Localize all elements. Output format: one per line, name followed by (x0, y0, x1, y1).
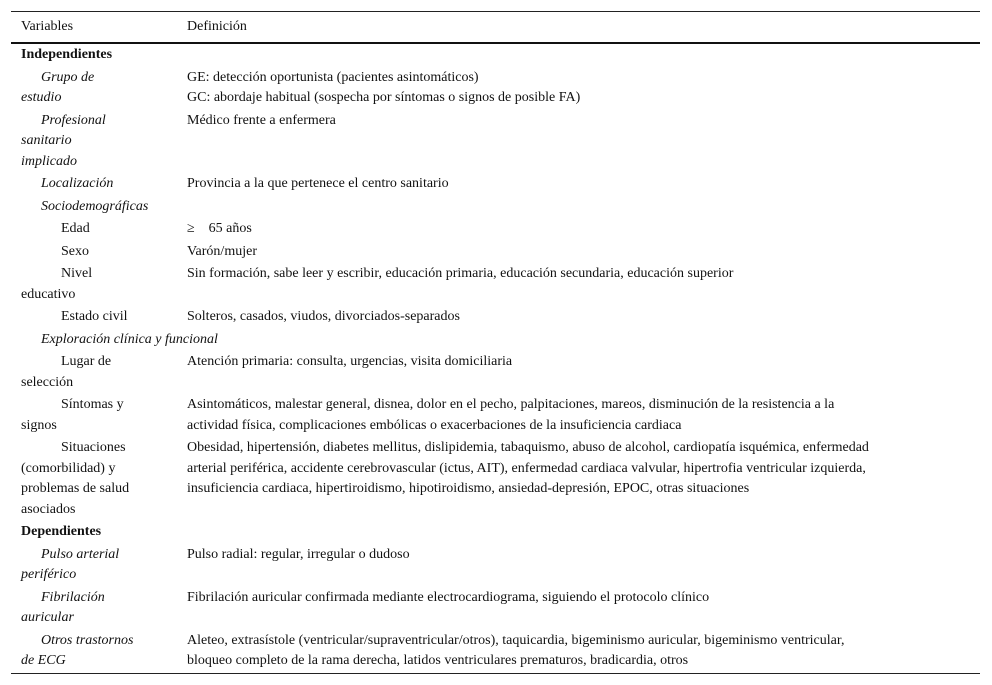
definition-text: Sin formación, sabe leer y escribir, educación primaria, educación secundaria, educación superior (187, 266, 734, 281)
header-variables: Variables (21, 19, 74, 34)
variable-text: asociados (21, 501, 76, 517)
variable-text: Sexo (61, 243, 89, 259)
definition-text: Obesidad, hipertensión, diabetes mellitus, dislipidemia, tabaquismo, abuso de alcohol, cardiopatía isquémica, enfermedad (187, 440, 869, 455)
variable-cell (11, 197, 148, 218)
variable-text: Lugar de (61, 354, 112, 369)
table-header (11, 12, 980, 44)
table-row (11, 263, 980, 306)
definition-text: Asintomáticos, malestar general, disnea, dolor en el pecho, palpitaciones, mareos, disminución de la resistencia a la (187, 397, 835, 412)
variable-text: Edad (61, 221, 90, 236)
variable-cell (11, 631, 187, 672)
variable-text: Otros trastornos (41, 632, 134, 648)
variable-text: de ECG (21, 653, 66, 668)
variable-text: Situaciones (61, 440, 126, 455)
variable-cell (11, 395, 187, 436)
variable-text: auricular (21, 610, 74, 625)
definition-cell (187, 588, 980, 629)
definition-cell (187, 545, 980, 586)
definition-text: ≥ 65 años (187, 221, 252, 236)
variable-text: Dependientes (21, 524, 102, 539)
table-row (11, 630, 980, 673)
variable-text: Estado civil (61, 309, 128, 324)
variable-text: Exploración clínica y funcional (41, 331, 218, 347)
variable-text: signos (21, 417, 57, 433)
definition-text: Aleteo, extrasístole (ventricular/supraventricular/otros), taquicardia, bigeminismo auricular, bigeminismo ventricular, (187, 632, 845, 648)
variable-cell (11, 242, 187, 263)
subgroup-row (11, 329, 980, 352)
variable-cell (11, 545, 187, 586)
table-row (11, 587, 980, 630)
definition-cell (187, 219, 980, 240)
table-row (11, 437, 980, 521)
definition-text: Solteros, casados, viudos, divorciados-separados (187, 309, 460, 324)
variable-cell (11, 68, 187, 109)
variable-cell (11, 307, 187, 328)
definition-cell (187, 395, 980, 436)
category-row (11, 44, 980, 67)
variable-text: (comorbilidad) y (21, 460, 116, 476)
definition-text: Varón/mujer (187, 243, 257, 259)
definition-text: Fibrilación auricular confirmada mediante electrocardiograma, siguiendo el protocolo clínico (187, 589, 710, 605)
variable-text: Síntomas y (61, 397, 124, 412)
definition-cell (187, 242, 980, 263)
definition-text: GE: detección oportunista (pacientes asintomáticos) (187, 69, 479, 85)
table-row (11, 173, 980, 196)
variable-cell (11, 264, 187, 305)
variable-cell (11, 174, 187, 195)
table-row (11, 218, 980, 241)
definition-cell (187, 522, 980, 543)
definition-text: insuficiencia cardiaca, hipertiroidismo, hipotiroidismo, ansiedad-depresión, EPOC, otras situaciones (187, 481, 750, 496)
variable-text: selección (21, 374, 74, 390)
definition-text: arterial periférica, accidente cerebrovascular (ictus, AIT), enfermedad cardiaca valvular, hipertrofia ventricular izquierda, (187, 460, 866, 476)
variable-cell (11, 330, 218, 351)
variable-text: sanitario (21, 133, 72, 148)
variable-text: Grupo de (41, 69, 95, 85)
variables-table (11, 11, 980, 674)
table-row (11, 110, 980, 174)
definition-text: actividad física, complicaciones embólicas o exacerbaciones de la insuficiencia cardiaca (187, 417, 682, 433)
definition-text: Atención primaria: consulta, urgencias, visita domiciliaria (187, 354, 513, 369)
table-row (11, 351, 980, 394)
table-row (11, 306, 980, 329)
variable-cell (11, 219, 187, 240)
definition-cell (187, 352, 980, 393)
variable-cell (11, 111, 187, 173)
variable-text: Independientes (21, 47, 113, 62)
variable-cell (11, 45, 187, 66)
variable-cell (11, 438, 187, 520)
variable-cell (11, 588, 187, 629)
definition-text: GC: abordaje habitual (sospecha por síntomas o signos de posible FA) (187, 90, 581, 105)
variable-text: implicado (21, 153, 77, 169)
definition-text: Médico frente a enfermera (187, 112, 336, 128)
subgroup-row (11, 196, 980, 219)
definition-cell (187, 307, 980, 328)
variable-text: periférico (21, 567, 77, 582)
definition-cell (187, 174, 980, 195)
table-row (11, 241, 980, 264)
definition-text: Pulso radial: regular, irregular o dudoso (187, 546, 410, 562)
definition-cell (187, 631, 980, 672)
header-definicion: Definición (187, 19, 247, 34)
variable-text: Profesional (41, 112, 106, 128)
category-row (11, 521, 980, 544)
table-row (11, 67, 980, 110)
definition-cell (187, 264, 980, 305)
table-row (11, 394, 980, 437)
definition-text: bloqueo completo de la rama derecha, latidos ventriculares prematuros, bradicardia, otros (187, 653, 689, 668)
variable-text: problemas de salud (21, 481, 130, 496)
table-body (11, 44, 980, 673)
definition-cell (187, 68, 980, 109)
variable-text: Localización (41, 176, 114, 191)
variable-cell (11, 352, 187, 393)
definition-text: Provincia a la que pertenece el centro sanitario (187, 176, 449, 191)
table-row (11, 544, 980, 587)
definition-cell (187, 438, 980, 520)
variable-text: Pulso arterial (41, 546, 120, 562)
variable-text: Fibrilación (41, 589, 105, 605)
variable-text: Nivel (61, 266, 93, 281)
variable-text: Sociodemográficas (41, 198, 149, 214)
variable-cell (11, 522, 187, 543)
definition-cell (187, 111, 980, 173)
variable-text: educativo (21, 286, 76, 302)
definition-cell (187, 45, 980, 66)
variable-text: estudio (21, 90, 62, 105)
